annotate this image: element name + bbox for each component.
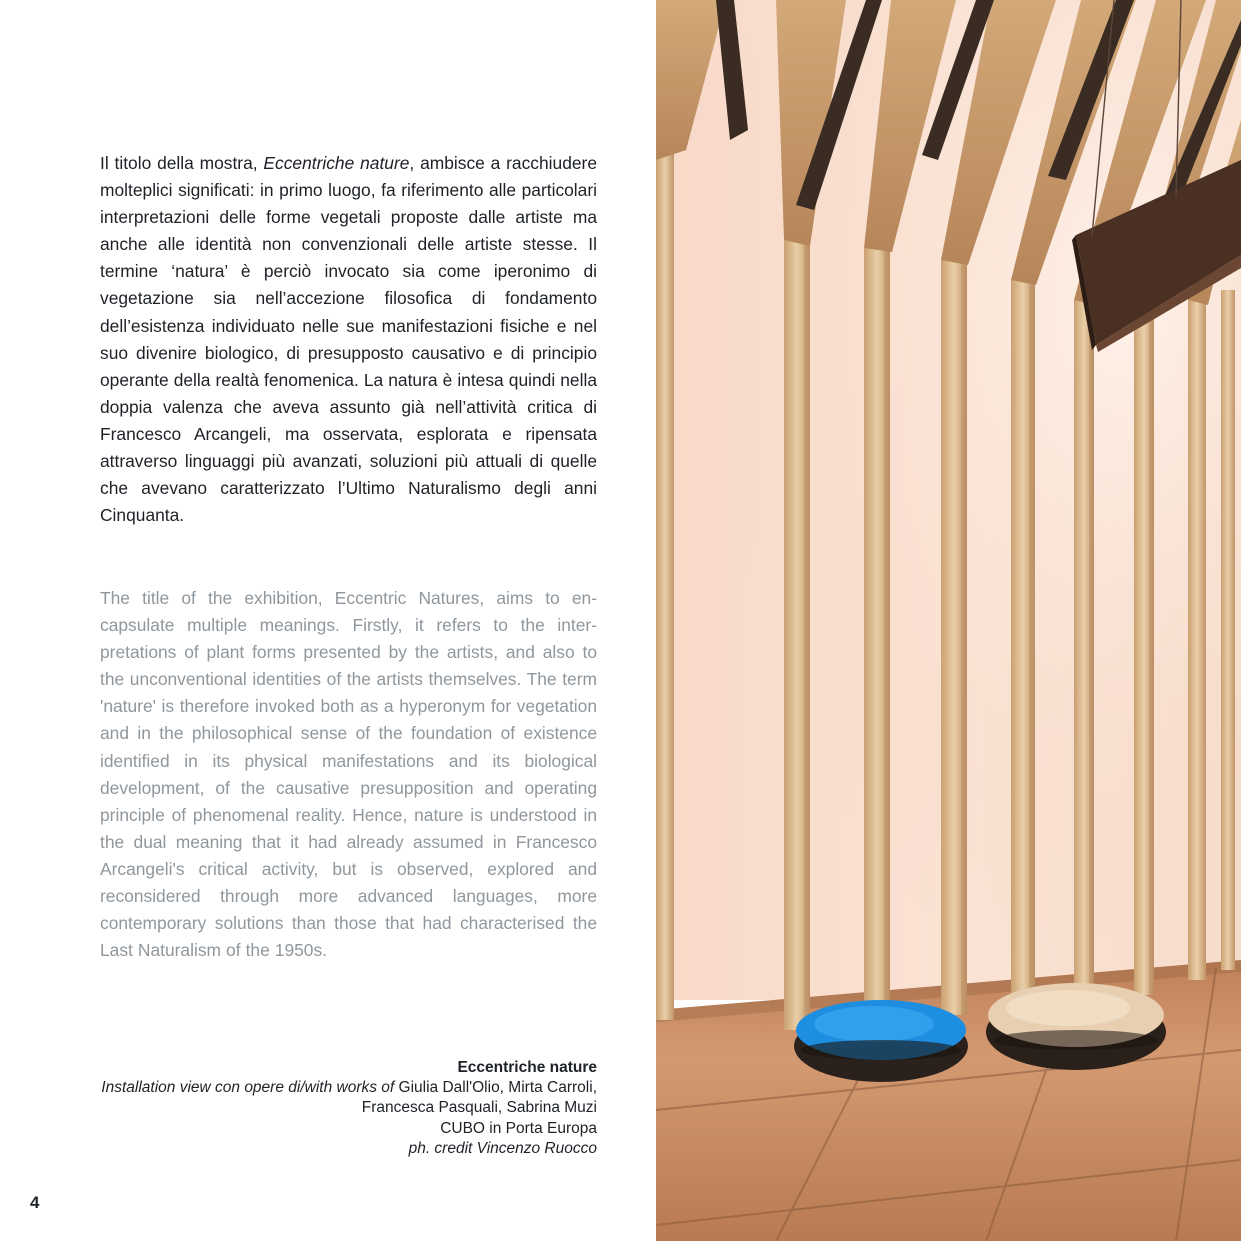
caption-artists: Giulia Dall'Olio, Mirta Carroli, Francesca Pasquali, Sabrina Muzi xyxy=(361,1079,597,1117)
text-column xyxy=(100,150,597,961)
photo-caption xyxy=(100,1058,597,1159)
italian-paragraph: Il titolo della mostra, Eccentriche nature, ambisce a racchiudere molteplici significati: in primo luogo, fa riferimento alle particolari interpretazioni delle forme vegetali proposte dalle artiste ma anche alle identità non convenzionali delle artiste stesse. Il termine ‘natura’ è perciò invocato sia come iperonimo di vegetazione sia nell’accezione filosofica di fondamento dell’esistenza individuato nelle sue manifestazioni fisiche e nel suo divenire biologico, di presupposto causativo e di principio operante della realtà fenomenica. La natura è intesa quindi nella doppia valenza che aveva assunto già nell’attività critica di Francesco Arcangeli, ma osservata, esplorata e ripensata attraverso linguaggi più avanzati, soluzioni più attuali di quelle che avevano caratterizzato l’Ultimo Naturalismo degli anni Cinquanta. xyxy=(100,153,597,526)
installation-photo xyxy=(656,0,1241,1241)
caption-works xyxy=(100,1078,597,1118)
english-paragraph: The title of the exhibition, Eccentric Natures, aims to encapsulate multiple meanings. Firstly, it refers to the interpretations of plant forms presented by the artists, and also to the unconventional identities of the artists themselves. The term 'nature' is therefore invoked both as a hyperonym for vegetation and in the philosophical sense of the foundation of existence identified in its physical manifestations and its biological development, of the causative presupposition and operating principle of phenomenal reality. Hence, nature is understood in the dual meaning that it had already assumed in Francesco Arcangeli's critical activity, but is observed, explored and reconsidered through more advanced languages, more contemporary solutions than those that had characterised the Last Naturalism of the 1950s. xyxy=(100,588,597,961)
caption-title: Eccentriche nature xyxy=(457,1059,597,1076)
exhibition-title-italic: Eccentriche nature xyxy=(263,153,410,173)
caption-venue: CUBO in Porta Europa xyxy=(440,1119,597,1137)
page-number: 4 xyxy=(30,1193,40,1212)
caption-credit: ph. credit Vincenzo Ruocco xyxy=(408,1139,597,1157)
caption-installation-label: Installation view con opere di/with works of xyxy=(101,1079,395,1097)
